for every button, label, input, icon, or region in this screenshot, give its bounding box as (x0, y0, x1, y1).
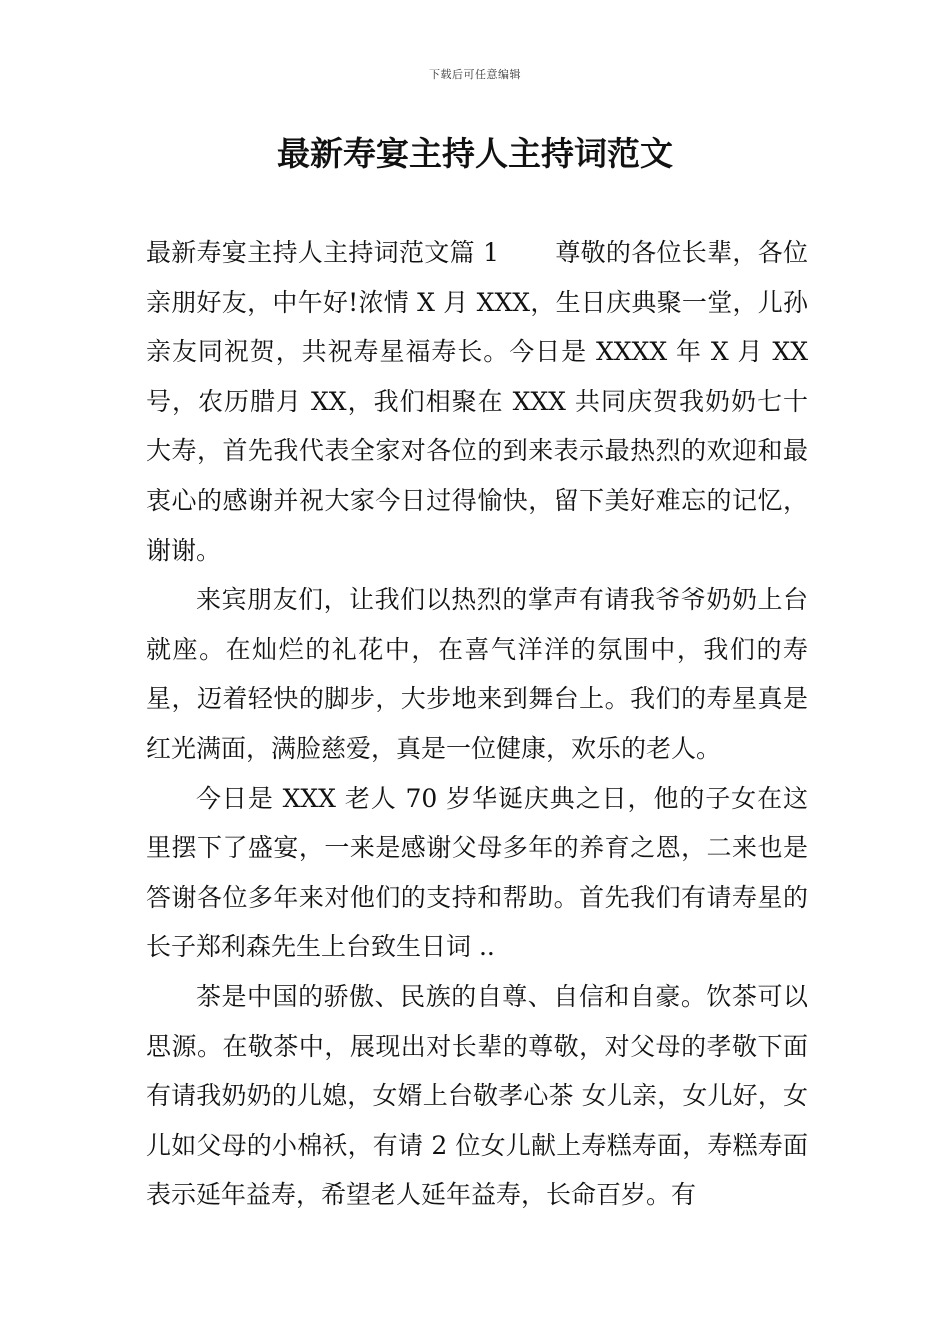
document-title: 最新寿宴主持人主持词范文 (277, 134, 673, 173)
paragraph-text: 尊敬的各位长辈，各位亲朋好友，中午好!浓情 X 月 XXX，生日庆典聚一堂，儿孙亲友同祝贺，共祝寿星福寿长。今日是 XXXX 年 X 月 XX 号，农历腊月 XX，我们相聚在 XXX 共同庆贺我奶奶七十大寿，首先我代表全家对各位的到来表示最热烈的欢迎和最衷心的感谢并祝大家今日过得愉快，留下美好难忘的记忆，谢谢。 (146, 238, 808, 565)
header-note: 下载后可任意编辑 (429, 68, 521, 81)
document-body (146, 228, 808, 1220)
section-label: 最新寿宴主持人主持词范文篇 1 (146, 238, 500, 267)
paragraph: 来宾朋友们，让我们以热烈的掌声有请我爷爷奶奶上台就座。在灿烂的礼花中，在喜气洋洋的氛围中，我们的寿星，迈着轻快的脚步，大步地来到舞台上。我们的寿星真是红光满面，满脸慈爱，真是一位健康，欢乐的老人。 (146, 585, 808, 763)
paragraph: 茶是中国的骄傲、民族的自尊、自信和自豪。饮茶可以思源。在敬茶中，展现出对长辈的尊敬，对父母的孝敬下面有请我奶奶的儿媳，女婿上台敬孝心茶 女儿亲，女儿好，女儿如父母的小棉袄，有请 2 位女儿献上寿糕寿面，寿糕寿面表示延年益寿，希望老人延年益寿，长命百岁。有 (146, 981, 808, 1210)
paragraph: 今日是 XXX 老人 70 岁华诞庆典之日，他的子女在这里摆下了盛宴，一来是感谢父母多年的养育之恩，二来也是答谢各位多年来对他们的支持和帮助。首先我们有请寿星的长子郑利森先生上台致生日词 .. (146, 783, 808, 962)
paragraph-intro (146, 228, 808, 575)
